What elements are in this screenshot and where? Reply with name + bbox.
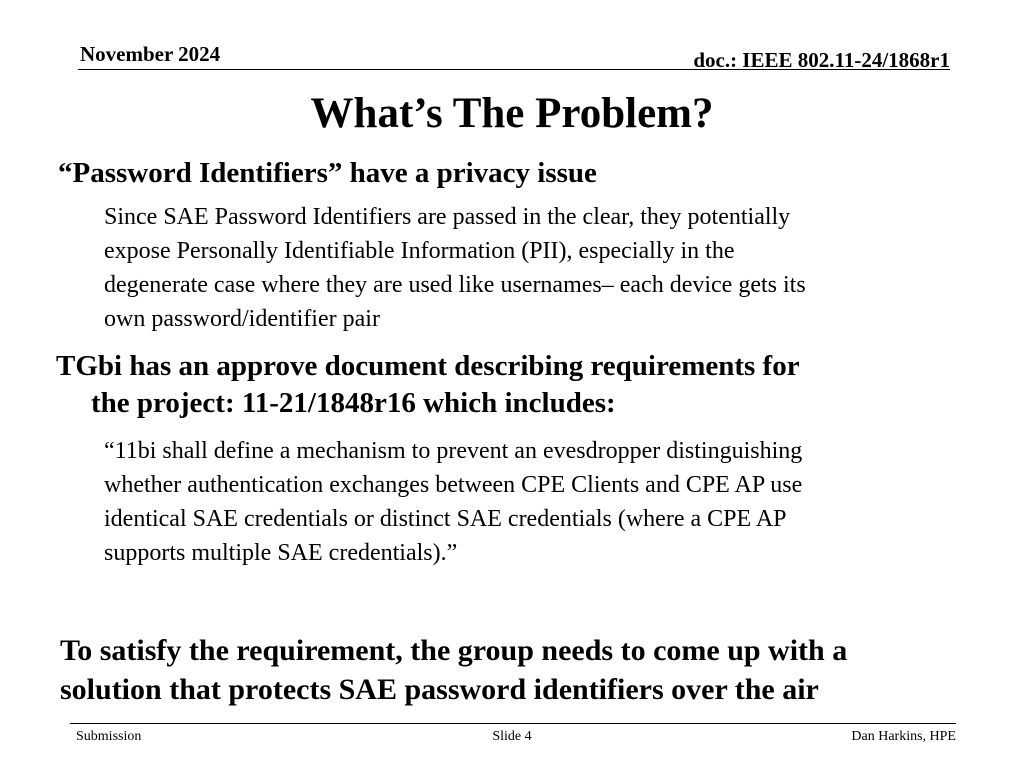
- bullet-password-identifiers-heading: [58, 155, 597, 192]
- body-line: degenerate case where they are used like usernames– each device gets its: [104, 272, 806, 298]
- bullet-heading-line: the project: 11-21/1848r16 which includes:: [91, 387, 616, 419]
- bullet-heading-line: TGbi has an approve document describing requirements for: [56, 350, 800, 382]
- footer-divider: [70, 723, 956, 724]
- body-line: own password/identifier pair: [104, 306, 380, 332]
- body-line: “11bi shall define a mechanism to prevent an evesdropper distinguishing: [104, 438, 803, 464]
- bullet-tgbi-quote: [104, 434, 964, 570]
- body-line: Since SAE Password Identifiers are passed in the clear, they potentially: [104, 204, 791, 230]
- body-line: expose Personally Identifiable Information (PII), especially in the: [104, 238, 735, 264]
- header-date: November 2024: [80, 42, 221, 66]
- body-line: supports multiple SAE credentials).”: [104, 540, 458, 566]
- bullet-heading-line: “Password Identifiers” have a privacy issue: [58, 157, 597, 189]
- bullet-password-identifiers-body: [104, 200, 964, 336]
- conclusion-line: To satisfy the requirement, the group needs to come up with a: [60, 634, 848, 667]
- footer-submission: Submission: [76, 729, 142, 744]
- conclusion-line: solution that protects SAE password identifiers over the air: [60, 673, 819, 706]
- footer-author: Dan Harkins, HPE: [851, 729, 956, 744]
- body-line: identical SAE credentials or distinct SAE credentials (where a CPE AP: [104, 506, 787, 532]
- footer-slide-number: Slide 4: [492, 729, 532, 744]
- bullet-tgbi-heading: [56, 348, 800, 422]
- header-divider: [78, 69, 950, 70]
- body-line: whether authentication exchanges between CPE Clients and CPE AP use: [104, 472, 803, 498]
- header-doc-id: doc.: IEEE 802.11-24/1868r1: [693, 48, 950, 72]
- slide-title: What’s The Problem?: [310, 90, 714, 137]
- conclusion-statement: [60, 631, 847, 709]
